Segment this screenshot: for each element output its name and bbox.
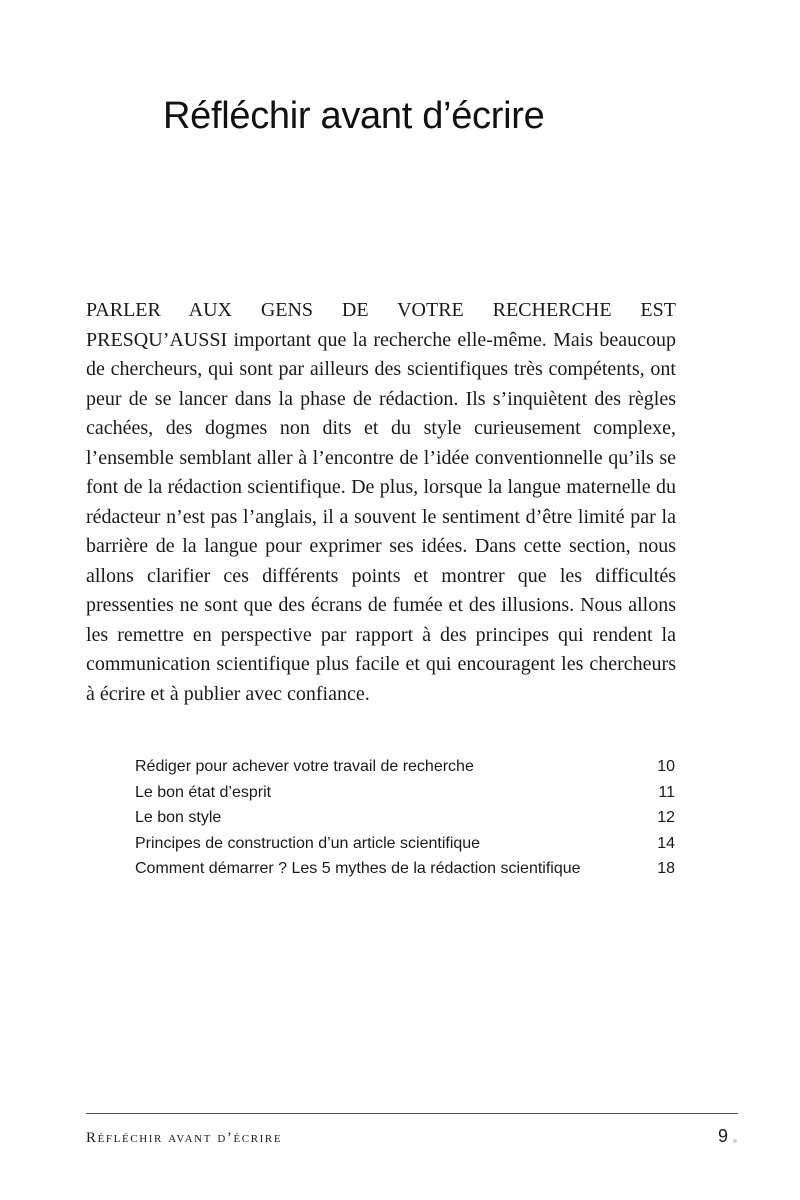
page-number-dot — [733, 1139, 737, 1143]
toc-entry[interactable] — [135, 831, 675, 857]
toc-entry-page: 18 — [657, 860, 675, 878]
toc-entry-page: 14 — [657, 834, 675, 852]
intro-lead: PARLER AUX GENS DE VOTRE RECHERCHE EST PRESQU’AUSSI — [86, 299, 676, 351]
intro-paragraph — [86, 296, 676, 709]
toc-entry[interactable] — [135, 754, 675, 780]
page-number: 9 — [718, 1126, 729, 1146]
chapter-title: Réfléchir avant d’écrire — [163, 95, 545, 137]
toc-entry-page: 10 — [657, 758, 675, 775]
toc-entry[interactable] — [135, 856, 675, 882]
toc-entry-page: 12 — [657, 809, 675, 827]
toc-entry-title: Le bon style — [135, 809, 222, 827]
running-head: Réfléchir avant d’écrire — [86, 1130, 283, 1146]
toc-entry-title: Le bon état d’esprit — [135, 783, 272, 801]
footer-divider — [86, 1113, 738, 1114]
toc-entry-page: 11 — [658, 783, 675, 801]
intro-body: important que la recherche elle-même. Mais beaucoup de chercheurs, qui sont par ailleurs des scientifiques très compétents, ont peur de se lancer dans la phase de rédaction. Ils s’inquiètent des règles cachées, des dogmes non dits et du style curieusement complexe, l’ensemble semblant aller à l’encontre de l’idée conventionnelle qu’ils se font de la rédaction scientifique. De plus, lorsque la langue maternelle du rédacteur n’est pas l’anglais, il a souvent le sentiment d’être limité par la barrière de la langue pour exprimer ses idées. Dans cette section, nous allons clarifier ces différents points et montrer que les difficultés pressenties ne sont que des écrans de fumée et des illusions. Nous allons les remettre en perspective par rapport à des principes qui rendent la communication scientifique plus facile et qui encouragent les chercheurs à écrire et à publier avec confiance. — [86, 328, 676, 705]
toc-entry-title: Comment démarrer ? Les 5 mythes de la rédaction scientifique — [135, 860, 581, 878]
toc-entry[interactable] — [135, 805, 675, 831]
table-of-contents — [135, 754, 675, 882]
toc-entry[interactable] — [135, 780, 675, 806]
toc-entry-title: Rédiger pour achever votre travail de recherche — [135, 758, 474, 775]
toc-entry-title: Principes de construction d’un article scientifique — [135, 834, 481, 852]
